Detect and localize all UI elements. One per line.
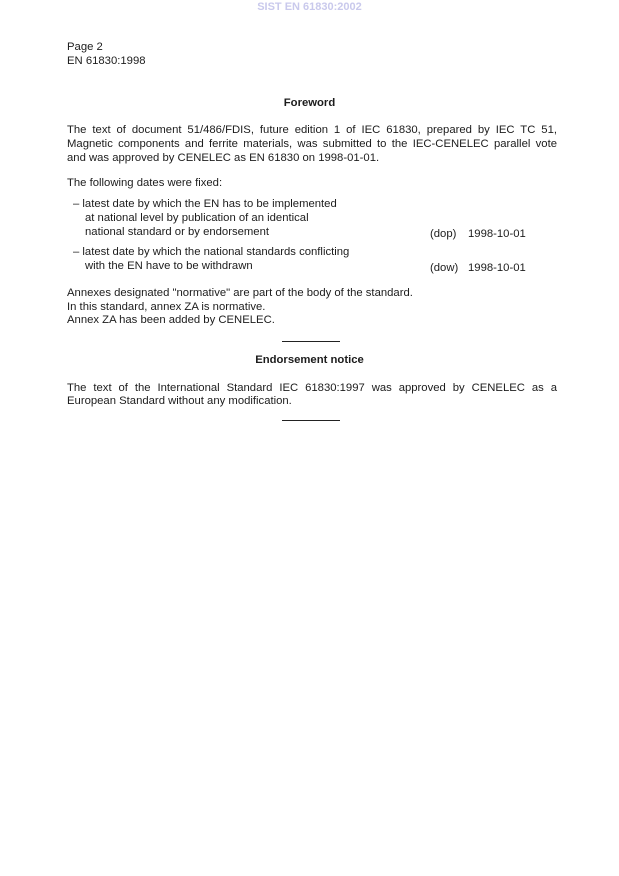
foreword-title: Foreword [283, 97, 336, 109]
dow-date: 1998-10-01 [468, 262, 526, 274]
annex-line: Annexes designated "normative" are part of the body of the standard. [67, 287, 413, 299]
page-number: Page 2 [67, 41, 103, 53]
foreword-line: The text of document 51/486/FDIS, future edition 1 of IEC 61830, prepared by IEC TC 51, [67, 124, 557, 136]
dop-date: 1998-10-01 [468, 228, 526, 240]
date-item-line: – latest date by which the EN has to be implemented [73, 198, 337, 210]
foreword-line: Magnetic components and ferrite materials, was submitted to the IEC-CENELEC parallel vote [67, 138, 557, 150]
section-divider [282, 341, 340, 342]
endorsement-line: The text of the International Standard IEC 61830:1997 was approved by CENELEC as a [67, 382, 557, 394]
section-divider [282, 420, 340, 421]
dates-intro: The following dates were fixed: [67, 177, 223, 189]
document-id: EN 61830:1998 [67, 55, 146, 67]
endorsement-line: European Standard without any modification. [67, 395, 292, 407]
endorsement-title: Endorsement notice [255, 354, 364, 366]
annex-line: In this standard, annex ZA is normative. [67, 301, 266, 313]
annex-line: Annex ZA has been added by CENELEC. [67, 314, 275, 326]
watermark: SIST EN 61830:2002 [257, 1, 362, 13]
date-item-line: with the EN have to be withdrawn [85, 260, 253, 272]
foreword-line: and was approved by CENELEC as EN 61830 on 1998-01-01. [67, 152, 380, 164]
dow-code: (dow) [430, 262, 459, 274]
date-item-line: at national level by publication of an identical [85, 212, 309, 224]
dop-code: (dop) [430, 228, 457, 240]
date-item-line: national standard or by endorsement [85, 226, 270, 238]
date-item-line: – latest date by which the national standards conflicting [73, 246, 350, 258]
